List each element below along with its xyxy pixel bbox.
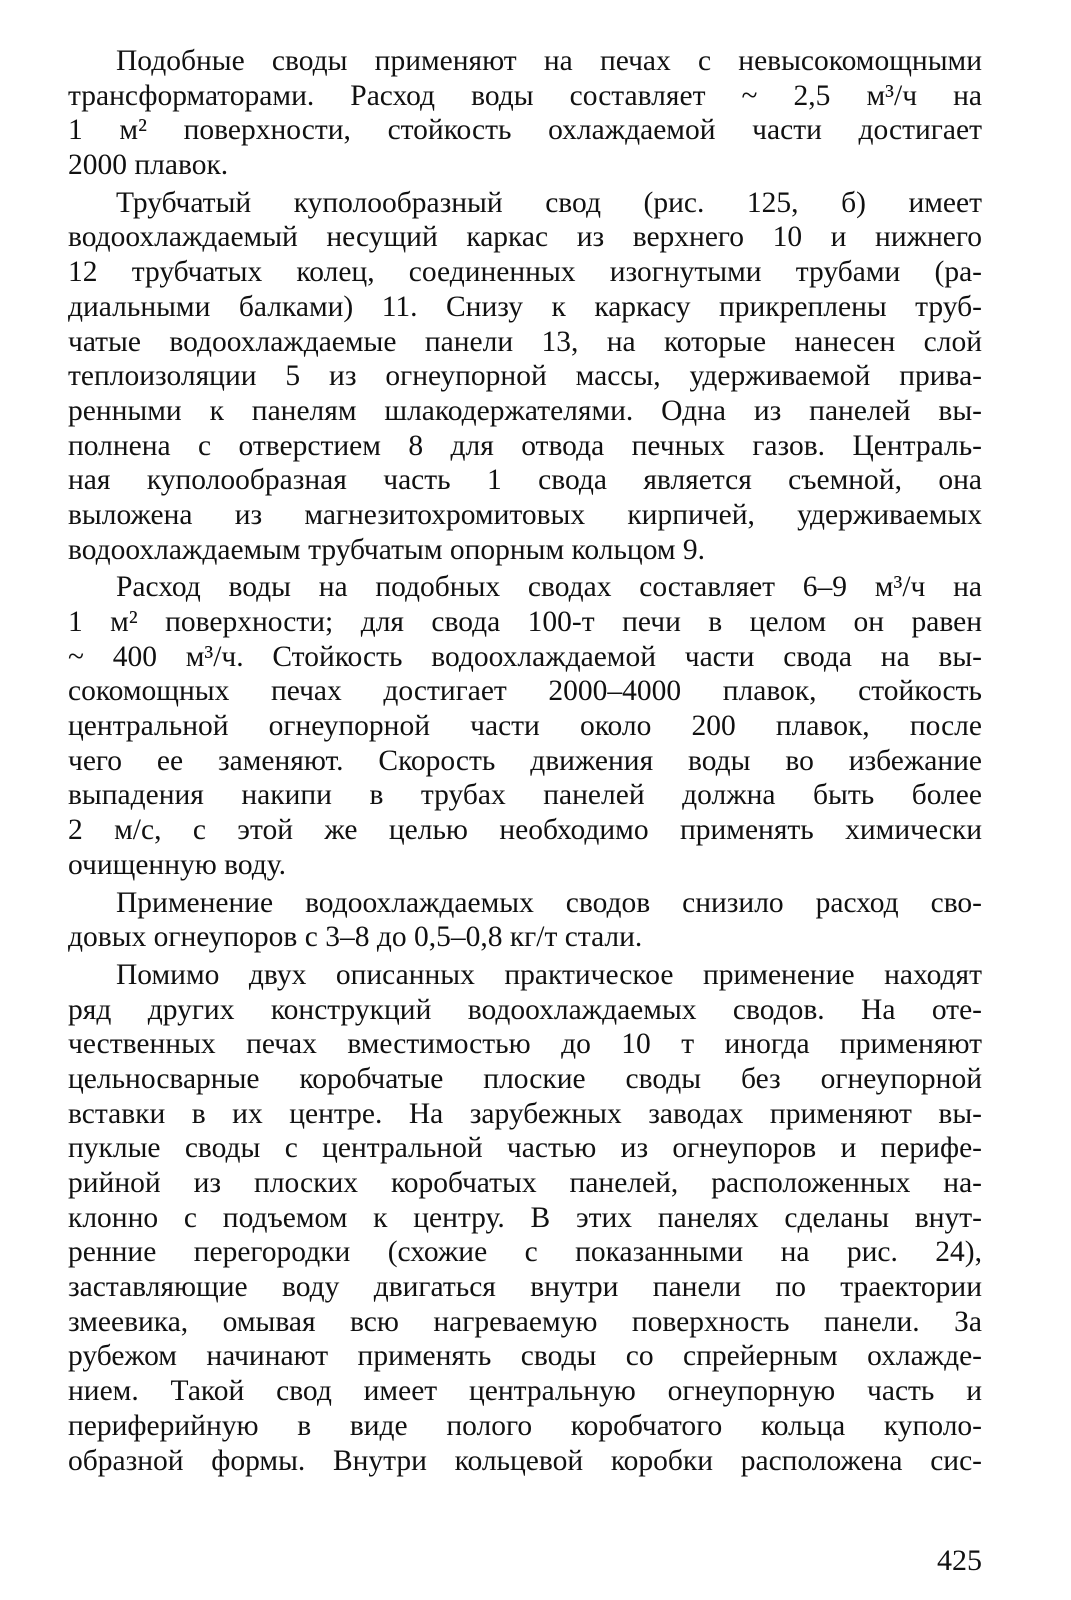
text-line: центральной огнеупорной части около 200 плавок, после (68, 710, 982, 743)
text-line: 1 м² поверхности, стойкость охлаждаемой части достигает (68, 114, 982, 147)
text-line: 1 м² поверхности; для свода 100-т печи в целом он равен (68, 606, 982, 638)
text-line: чатые водоохлаждаемые панели 13, на которые нанесен слой (68, 325, 982, 358)
text-line: 12 трубчатых колец, соединенных изогнутыми трубами (ра- (68, 256, 982, 289)
text-line: нием. Такой свод имеет центральную огнеупорную часть и (68, 1375, 982, 1408)
text-line: водоохлаждаемый несущий каркас из верхнего 10 и нижнего (68, 221, 982, 254)
text-line: ренние перегородки (схожие с показанными на рис. 24), (68, 1236, 982, 1269)
paragraph-2 (68, 186, 982, 568)
text-line: клонно с подъемом к центру. В этих панелях сделаны внут- (68, 1201, 982, 1234)
text-line: периферийную в виде полого коробчатого кольца куполо- (68, 1409, 982, 1442)
text-line: 2 м/с, с этой же целью необходимо применять химически (68, 814, 982, 847)
text-line: ~ 400 м³/ч. Стойкость водоохлаждаемой части свода на вы- (68, 640, 982, 673)
text-line: ренными к панелям шлакодержателями. Одна из панелей вы- (68, 394, 982, 427)
text-line: очищенную воду. (68, 848, 286, 881)
text-line: сокомощных печах достигает 2000–4000 плавок, стойкость (68, 675, 982, 708)
page-body (68, 44, 982, 1481)
text-line: полнена с отверстием 8 для отвода печных газов. Централь- (68, 429, 982, 462)
text-line: Помимо двух описанных практическое применение находят (116, 958, 982, 991)
text-line: ная куполообразная часть 1 свода является съемной, она (68, 464, 982, 497)
text-line: довых огнеупоров с 3–8 до 0,5–0,8 кг/т стали. (68, 921, 643, 954)
text-line: рийной из плоских коробчатых панелей, расположенных на- (68, 1167, 982, 1199)
text-line: водоохлаждаемым трубчатым опорным кольцом 9. (68, 533, 706, 566)
text-line: чего ее заменяют. Скорость движения воды во избежание (68, 744, 982, 777)
page-number: 425 (937, 1544, 982, 1577)
text-line: пуклые своды с центральной частью из огнеупоров и перифе- (68, 1132, 982, 1165)
text-line: выпадения накипи в трубах панелей должна быть более (68, 779, 982, 812)
paragraph-3 (68, 570, 982, 882)
paragraph-5 (68, 958, 982, 1478)
text-line: Применение водоохлаждаемых сводов снизило расход сво- (116, 886, 982, 919)
text-line: трансформаторами. Расход воды составляет ~ 2,5 м³/ч на (68, 79, 982, 112)
text-line: вставки в их центре. На зарубежных заводах применяют вы- (68, 1097, 982, 1130)
text-line: выложена из магнезитохромитовых кирпичей, удерживаемых (68, 498, 982, 531)
text-line: рубежом начинают применять своды со спрейерным охлажде- (68, 1340, 982, 1373)
text-line: змеевика, омывая всю нагреваемую поверхность панели. За (68, 1305, 982, 1338)
text-line: чественных печах вместимостью до 10 т иногда применяют (68, 1028, 982, 1061)
text-line: теплоизоляции 5 из огнеупорной массы, удерживаемой прива- (68, 360, 982, 393)
paragraph-4 (68, 886, 982, 955)
paragraph-1 (68, 44, 982, 183)
text-line: Трубчатый куполообразный свод (рис. 125, б) имеет (116, 186, 982, 219)
text-line: образной формы. Внутри кольцевой коробки расположена сис- (68, 1444, 982, 1477)
text-line: заставляющие воду двигаться внутри панели по траектории (68, 1271, 982, 1304)
text-line: Расход воды на подобных сводах составляет 6–9 м³/ч на (116, 571, 982, 604)
text-line: Подобные своды применяют на печах с невысокомощными (116, 45, 982, 77)
text-line: диальными балками) 11. Снизу к каркасу прикреплены труб- (68, 290, 982, 323)
text-line: цельносварные коробчатые плоские своды без огнеупорной (68, 1062, 982, 1095)
text-line: ряд других конструкций водоохлаждаемых сводов. На оте- (68, 993, 982, 1026)
text-line: 2000 плавок. (68, 149, 229, 182)
